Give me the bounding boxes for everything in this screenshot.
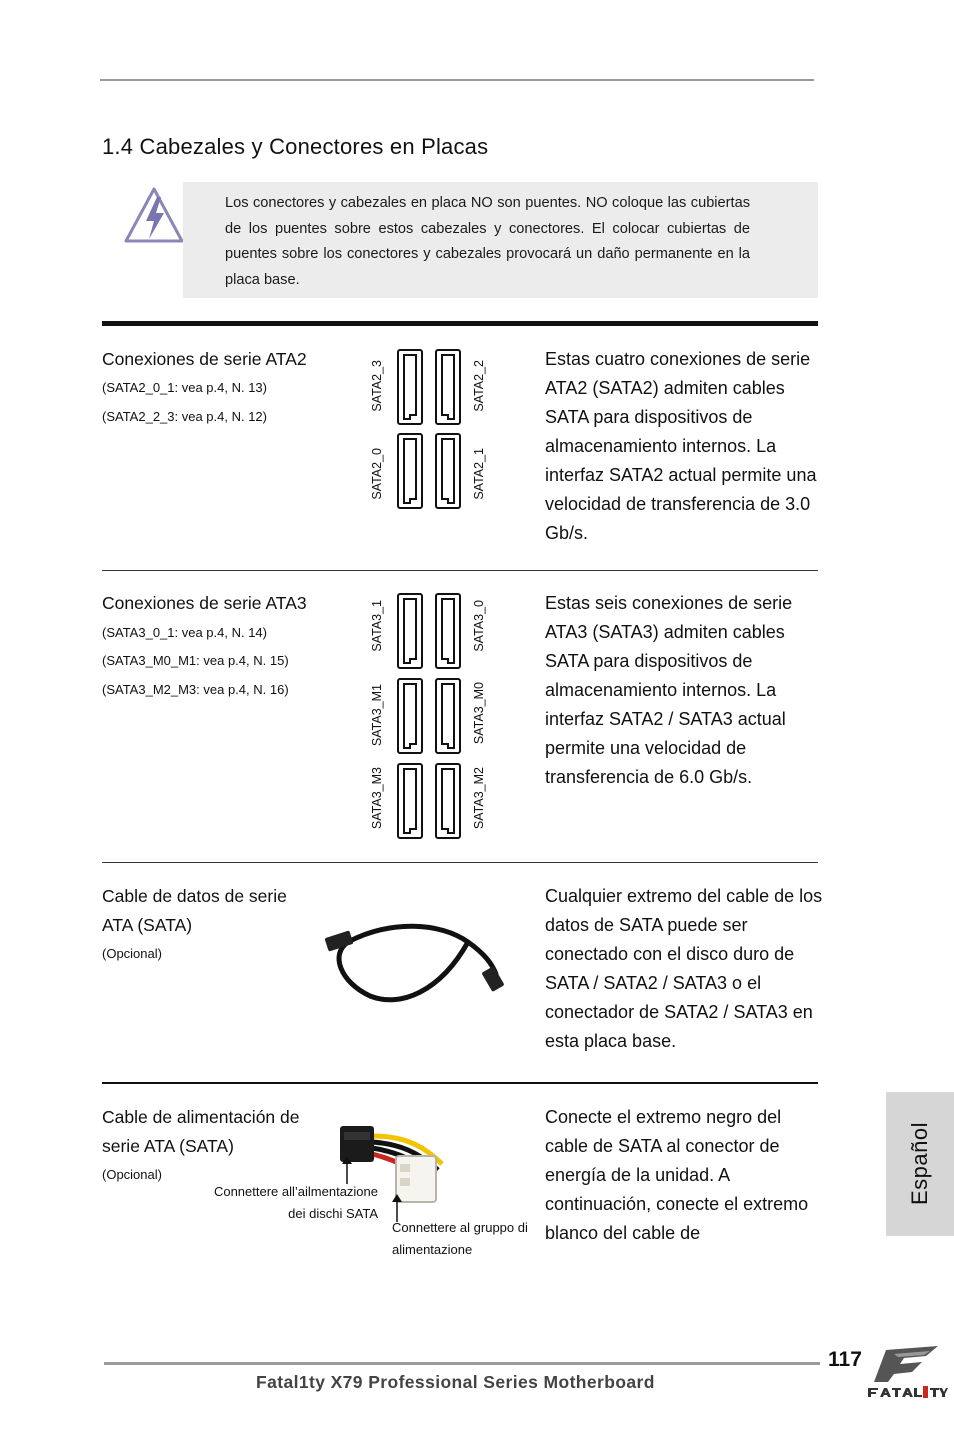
label-sata2-3: SATA2_3 xyxy=(370,360,384,412)
label-sata3-m1: SATA3_M1 xyxy=(370,684,384,747)
sata-port-connector xyxy=(397,763,423,839)
sata3-description: Estas seis conexiones de serie ATA3 (SATA3) admiten cables SATA para dispositivos de almacenamiento internos. La interfaz SATA2 / SATA3 actual permite una velocidad de transferencia de 6.0 Gb/s. xyxy=(545,593,793,787)
power-cable-note: (Opcional) xyxy=(102,1167,162,1182)
sata2-title: Conexiones de serie ATA2 xyxy=(102,349,307,369)
sata-port-connector xyxy=(397,678,423,754)
fatal1ty-logo-icon xyxy=(864,1340,948,1402)
sata-port-connector xyxy=(435,593,461,669)
lightning-warning-icon xyxy=(124,187,184,245)
data-cable-note: (Opcional) xyxy=(102,946,162,961)
label-sata3-1: SATA3_1 xyxy=(370,600,384,652)
sata-port-connector xyxy=(397,593,423,669)
sata2-ref-1: (SATA2_0_1: vea p.4, N. 13) xyxy=(102,380,267,395)
sata-data-cable-image xyxy=(320,912,510,1008)
section-divider xyxy=(102,862,818,863)
sata3-title: Conexiones de serie ATA3 xyxy=(102,593,307,613)
label-sata3-m2: SATA3_M2 xyxy=(472,767,486,830)
section-divider-thick xyxy=(102,321,818,326)
sata-port-connector xyxy=(435,349,461,425)
power-cable-title: Cable de alimentación de serie ATA (SATA) xyxy=(102,1107,300,1156)
sata-port-connector xyxy=(435,433,461,509)
bottom-rule xyxy=(104,1362,820,1365)
label-sata3-m3: SATA3_M3 xyxy=(370,767,384,830)
label-sata2-2: SATA2_2 xyxy=(472,360,486,412)
power-cable-description: Conecte el extremo negro del cable de SATA al conector de energía de la unidad. A continuación, conecte el extremo blanco del cable de xyxy=(545,1107,809,1243)
label-sata3-0: SATA3_0 xyxy=(472,600,486,652)
caption-psu: Connettere al gruppo di alimentazione xyxy=(392,1220,528,1257)
sata-port-connector xyxy=(397,433,423,509)
label-sata2-0: SATA2_0 xyxy=(370,448,384,500)
section-heading: 1.4 Cabezales y Conectores en Placas xyxy=(102,134,489,159)
sata-port-connector xyxy=(435,763,461,839)
sata3-ref-3: (SATA3_M2_M3: vea p.4, N. 16) xyxy=(102,682,289,697)
language-tab-label: Español xyxy=(907,1122,932,1206)
label-sata3-m0: SATA3_M0 xyxy=(472,682,486,745)
sata2-description: Estas cuatro conexiones de serie ATA2 (SATA2) admiten cables SATA para dispositivos de almacenamiento internos. La interfaz SATA2 actual permite una velocidad de transferencia de 3.0 Gb/s. xyxy=(545,349,817,543)
label-sata2-1: SATA2_1 xyxy=(472,448,486,500)
section-divider xyxy=(102,1082,818,1084)
sata3-ref-2: (SATA3_M0_M1: vea p.4, N. 15) xyxy=(102,653,289,668)
footer-text: Fatal1ty X79 Professional Series Motherboard xyxy=(256,1372,655,1392)
sata2-ref-2: (SATA2_2_3: vea p.4, N. 12) xyxy=(102,409,267,424)
sata-port-connector xyxy=(397,349,423,425)
data-cable-description: Cualquier extremo del cable de los datos de SATA puede ser conectado con el disco duro de SATA / SATA2 / SATA3 o el conectador de SATA2 / SATA3 en esta placa base. xyxy=(545,886,823,1051)
sata3-ref-1: (SATA3_0_1: vea p.4, N. 14) xyxy=(102,625,267,640)
data-cable-title: Cable de datos de serie ATA (SATA) xyxy=(102,886,287,935)
top-rule xyxy=(100,79,814,81)
warning-text: Los conectores y cabezales en placa NO son puentes. NO coloque las cubiertas de los puentes sobre estos cabezales y conectores. El colocar cubiertas de puentes sobre los conectores y cabezales provocará un daño permanente en la placa base. xyxy=(225,195,750,288)
arrow-up-icon xyxy=(341,1156,353,1184)
page-number: 117 xyxy=(828,1348,862,1371)
sata-port-connector xyxy=(435,678,461,754)
section-divider xyxy=(102,570,818,571)
language-tab xyxy=(886,1092,954,1236)
caption-drive-power: Connettere all’ailmentazione dei dischi SATA xyxy=(213,1184,378,1221)
